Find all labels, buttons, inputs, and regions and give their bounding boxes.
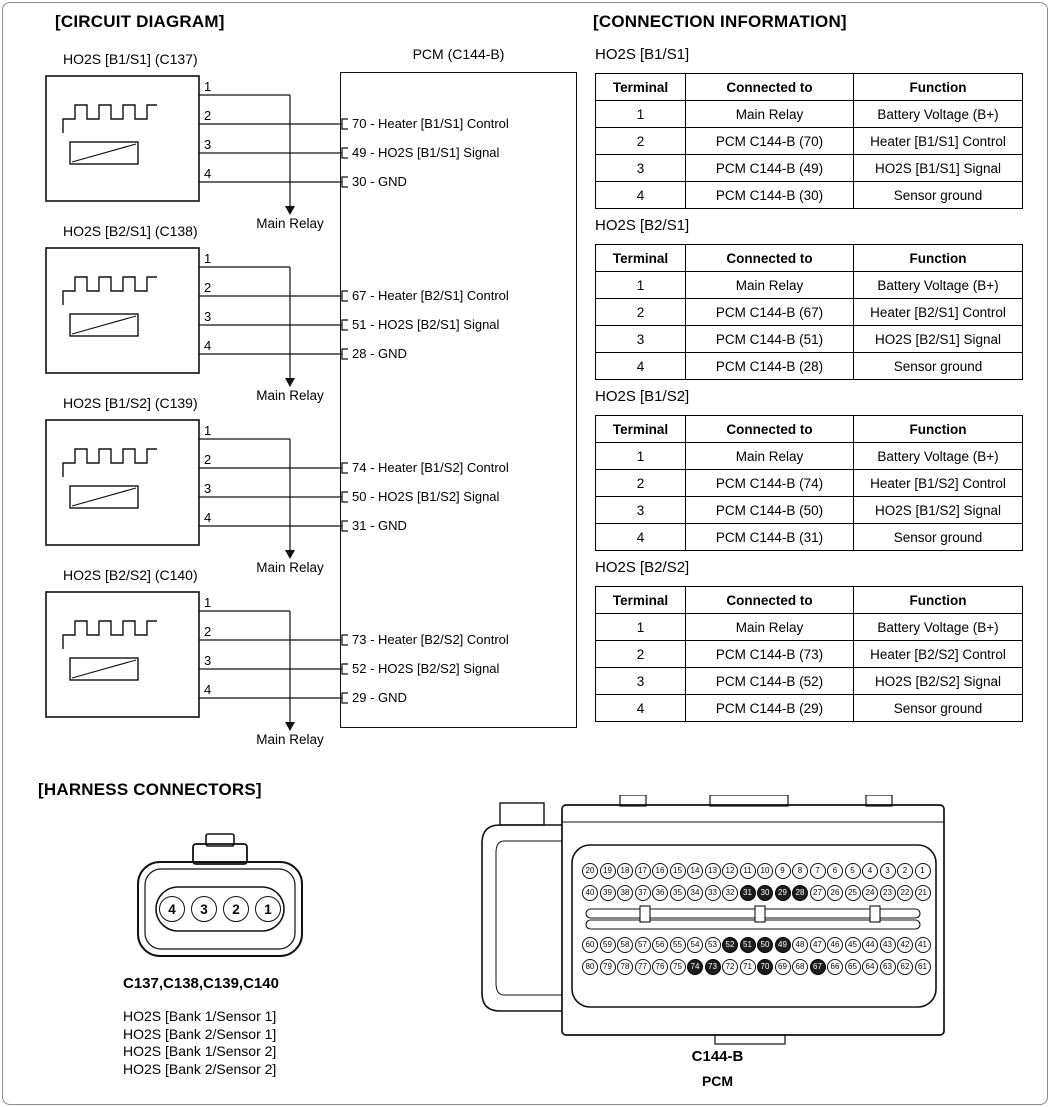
column-header: Connected to bbox=[686, 74, 854, 101]
terminal-cell: 2 bbox=[596, 641, 686, 668]
pcm-pin: 29 bbox=[775, 885, 791, 901]
pcm-pin: 64 bbox=[862, 959, 878, 975]
function-cell: Heater [B1/S2] Control bbox=[854, 470, 1023, 497]
pcm-wire-label: 28 - GND bbox=[352, 346, 407, 361]
pcm-pin: 75 bbox=[670, 959, 686, 975]
pcm-wire-label: 50 - HO2S [B1/S2] Signal bbox=[352, 489, 500, 504]
pcm-pin: 65 bbox=[845, 959, 861, 975]
pcm-connector-art bbox=[470, 795, 965, 1045]
sensor-connector-title: HO2S [B1/S2] (C139) bbox=[63, 395, 198, 411]
terminal-number: 2 bbox=[204, 108, 212, 123]
terminal-number: 1 bbox=[204, 79, 212, 94]
sensor-pin-row bbox=[159, 896, 281, 922]
pcm-pin: 50 bbox=[757, 937, 773, 953]
table-row bbox=[596, 128, 1023, 155]
pcm-pin: 28 bbox=[792, 885, 808, 901]
function-cell: Sensor ground bbox=[854, 353, 1023, 380]
pcm-pin: 57 bbox=[635, 937, 651, 953]
pcm-pin: 55 bbox=[670, 937, 686, 953]
connected-to-cell: PCM C144-B (67) bbox=[686, 299, 854, 326]
pcm-pin: 11 bbox=[740, 863, 756, 879]
terminal-cell: 1 bbox=[596, 101, 686, 128]
sensor-description-line: HO2S [Bank 2/Sensor 2] bbox=[123, 1060, 277, 1077]
connection-table-title: HO2S [B1/S2] bbox=[595, 388, 690, 405]
pcm-pin: 44 bbox=[862, 937, 878, 953]
pcm-connector-sublabel: PCM bbox=[701, 1073, 734, 1089]
pcm-pin: 24 bbox=[862, 885, 878, 901]
terminal-cell: 4 bbox=[596, 695, 686, 722]
pcm-pin: 54 bbox=[687, 937, 703, 953]
pcm-pin: 18 bbox=[617, 863, 633, 879]
terminal-cell: 2 bbox=[596, 128, 686, 155]
terminal-number: 3 bbox=[204, 137, 212, 152]
pcm-pin: 10 bbox=[757, 863, 773, 879]
table-row bbox=[596, 182, 1023, 209]
pcm-pin: 77 bbox=[635, 959, 651, 975]
terminal-cell: 3 bbox=[596, 668, 686, 695]
column-header: Function bbox=[854, 416, 1023, 443]
connected-to-cell: PCM C144-B (28) bbox=[686, 353, 854, 380]
connection-table-b2s2 bbox=[595, 586, 1023, 722]
column-header: Function bbox=[854, 587, 1023, 614]
pcm-wire-label: 73 - Heater [B2/S2] Control bbox=[352, 632, 509, 647]
connected-to-cell: PCM C144-B (49) bbox=[686, 155, 854, 182]
pcm-pin: 52 bbox=[722, 937, 738, 953]
terminal-number: 4 bbox=[204, 682, 212, 697]
function-cell: Battery Voltage (B+) bbox=[854, 272, 1023, 299]
pcm-pin: 70 bbox=[757, 959, 773, 975]
pcm-pin: 5 bbox=[845, 863, 861, 879]
pcm-pin: 13 bbox=[705, 863, 721, 879]
pcm-pin: 9 bbox=[775, 863, 791, 879]
pcm-pin: 15 bbox=[670, 863, 686, 879]
terminal-number: 1 bbox=[204, 251, 212, 266]
terminal-number: 4 bbox=[204, 338, 212, 353]
column-header: Connected to bbox=[686, 416, 854, 443]
table-header-row bbox=[596, 587, 1023, 614]
pcm-pin: 38 bbox=[617, 885, 633, 901]
pcm-pin: 22 bbox=[897, 885, 913, 901]
sensor-connector-descriptions bbox=[123, 1008, 276, 1078]
pcm-pin: 61 bbox=[915, 959, 931, 975]
pcm-pin: 73 bbox=[705, 959, 721, 975]
pcm-box bbox=[340, 72, 577, 728]
pcm-pin: 72 bbox=[722, 959, 738, 975]
sensor-connector-title: HO2S [B2/S2] (C140) bbox=[63, 567, 198, 583]
pcm-pin: 48 bbox=[792, 937, 808, 953]
terminal-cell: 2 bbox=[596, 299, 686, 326]
pcm-pin-row-2 bbox=[582, 885, 931, 901]
pcm-pin: 4 bbox=[862, 863, 878, 879]
pcm-pin: 42 bbox=[897, 937, 913, 953]
terminal-number: 4 bbox=[204, 166, 212, 181]
pcm-box-label: PCM (C144-B) bbox=[412, 46, 505, 62]
pcm-pin: 23 bbox=[880, 885, 896, 901]
pcm-pin: 59 bbox=[600, 937, 616, 953]
sensor-connector-label: C137,C138,C139,C140 bbox=[123, 975, 279, 992]
pcm-pin: 16 bbox=[652, 863, 668, 879]
pcm-pin: 21 bbox=[915, 885, 931, 901]
function-cell: HO2S [B1/S2] Signal bbox=[854, 497, 1023, 524]
pcm-pin: 25 bbox=[845, 885, 861, 901]
terminal-number: 2 bbox=[204, 624, 212, 639]
terminal-cell: 1 bbox=[596, 272, 686, 299]
connection-table-b1s2 bbox=[595, 415, 1023, 551]
terminal-cell: 4 bbox=[596, 524, 686, 551]
pcm-pin: 8 bbox=[792, 863, 808, 879]
pcm-pin: 26 bbox=[827, 885, 843, 901]
connection-table-b1s1 bbox=[595, 73, 1023, 209]
pcm-pin: 30 bbox=[757, 885, 773, 901]
pcm-pin: 71 bbox=[740, 959, 756, 975]
pcm-pin: 63 bbox=[880, 959, 896, 975]
pcm-pin: 79 bbox=[600, 959, 616, 975]
pcm-pin: 58 bbox=[617, 937, 633, 953]
pcm-pin: 76 bbox=[652, 959, 668, 975]
sensor-connector-title: HO2S [B2/S1] (C138) bbox=[63, 223, 198, 239]
terminal-number: 1 bbox=[204, 423, 212, 438]
pcm-pin: 32 bbox=[722, 885, 738, 901]
pcm-pin: 45 bbox=[845, 937, 861, 953]
column-header: Terminal bbox=[596, 587, 686, 614]
pcm-pin: 3 bbox=[880, 863, 896, 879]
terminal-number: 3 bbox=[204, 653, 212, 668]
terminal-cell: 3 bbox=[596, 155, 686, 182]
pcm-pin: 60 bbox=[582, 937, 598, 953]
connection-table-title: HO2S [B1/S1] bbox=[595, 46, 690, 63]
connection-table-b2s1 bbox=[595, 244, 1023, 380]
pcm-pin: 27 bbox=[810, 885, 826, 901]
pcm-pin: 43 bbox=[880, 937, 896, 953]
table-row bbox=[596, 272, 1023, 299]
column-header: Function bbox=[854, 74, 1023, 101]
function-cell: Heater [B1/S1] Control bbox=[854, 128, 1023, 155]
pcm-wire-label: 67 - Heater [B2/S1] Control bbox=[352, 288, 509, 303]
function-cell: Sensor ground bbox=[854, 524, 1023, 551]
table-row bbox=[596, 326, 1023, 353]
pcm-pin: 14 bbox=[687, 863, 703, 879]
pcm-connector-label: C144-B bbox=[691, 1048, 744, 1065]
pcm-pin: 62 bbox=[897, 959, 913, 975]
main-relay-label: Main Relay bbox=[256, 388, 324, 403]
pcm-pin: 33 bbox=[705, 885, 721, 901]
pcm-wire-label: 30 - GND bbox=[352, 174, 407, 189]
function-cell: HO2S [B2/S2] Signal bbox=[854, 668, 1023, 695]
pcm-pin-row-1 bbox=[582, 863, 931, 879]
table-row bbox=[596, 470, 1023, 497]
pcm-pin: 12 bbox=[722, 863, 738, 879]
sensor-description-line: HO2S [Bank 2/Sensor 1] bbox=[123, 1025, 277, 1042]
terminal-cell: 4 bbox=[596, 182, 686, 209]
pcm-pin: 68 bbox=[792, 959, 808, 975]
connected-to-cell: Main Relay bbox=[686, 614, 854, 641]
function-cell: Sensor ground bbox=[854, 182, 1023, 209]
connected-to-cell: Main Relay bbox=[686, 101, 854, 128]
connected-to-cell: PCM C144-B (51) bbox=[686, 326, 854, 353]
pcm-pin: 49 bbox=[775, 937, 791, 953]
harness-connectors-section-title: [HARNESS CONNECTORS] bbox=[38, 780, 262, 799]
column-header: Terminal bbox=[596, 74, 686, 101]
function-cell: HO2S [B2/S1] Signal bbox=[854, 326, 1023, 353]
connected-to-cell: Main Relay bbox=[686, 272, 854, 299]
terminal-cell: 3 bbox=[596, 497, 686, 524]
connected-to-cell: PCM C144-B (50) bbox=[686, 497, 854, 524]
pcm-wire-label: 74 - Heater [B1/S2] Control bbox=[352, 460, 509, 475]
table-row bbox=[596, 695, 1023, 722]
connected-to-cell: PCM C144-B (31) bbox=[686, 524, 854, 551]
pcm-pin: 66 bbox=[827, 959, 843, 975]
pcm-wire-label: 51 - HO2S [B2/S1] Signal bbox=[352, 317, 500, 332]
terminal-cell: 4 bbox=[596, 353, 686, 380]
terminal-number: 2 bbox=[204, 452, 212, 467]
pcm-pin: 40 bbox=[582, 885, 598, 901]
function-cell: Sensor ground bbox=[854, 695, 1023, 722]
pcm-wire-label: 70 - Heater [B1/S1] Control bbox=[352, 116, 509, 131]
pcm-pin: 56 bbox=[652, 937, 668, 953]
table-row bbox=[596, 497, 1023, 524]
connected-to-cell: PCM C144-B (74) bbox=[686, 470, 854, 497]
pcm-pin: 2 bbox=[897, 863, 913, 879]
sensor-description-line: HO2S [Bank 1/Sensor 2] bbox=[123, 1043, 277, 1059]
function-cell: Battery Voltage (B+) bbox=[854, 614, 1023, 641]
terminal-number: 3 bbox=[204, 481, 212, 496]
pcm-pin: 78 bbox=[617, 959, 633, 975]
sensor-pin: 4 bbox=[159, 896, 185, 922]
column-header: Function bbox=[854, 245, 1023, 272]
terminal-number: 2 bbox=[204, 280, 212, 295]
sensor-pin: 1 bbox=[255, 896, 281, 922]
pcm-pin: 31 bbox=[740, 885, 756, 901]
terminal-cell: 1 bbox=[596, 614, 686, 641]
table-header-row bbox=[596, 416, 1023, 443]
main-relay-label: Main Relay bbox=[256, 732, 324, 747]
pcm-pin: 35 bbox=[670, 885, 686, 901]
table-row bbox=[596, 101, 1023, 128]
terminal-cell: 2 bbox=[596, 470, 686, 497]
table-row bbox=[596, 353, 1023, 380]
table-row bbox=[596, 443, 1023, 470]
table-row bbox=[596, 299, 1023, 326]
terminal-cell: 1 bbox=[596, 443, 686, 470]
pcm-wire-label: 52 - HO2S [B2/S2] Signal bbox=[352, 661, 500, 676]
pcm-pin: 53 bbox=[705, 937, 721, 953]
pcm-pin: 20 bbox=[582, 863, 598, 879]
column-header: Terminal bbox=[596, 416, 686, 443]
connection-table-title: HO2S [B2/S1] bbox=[595, 217, 690, 234]
table-header-row bbox=[596, 245, 1023, 272]
function-cell: HO2S [B1/S1] Signal bbox=[854, 155, 1023, 182]
pcm-pin: 47 bbox=[810, 937, 826, 953]
pcm-pin: 37 bbox=[635, 885, 651, 901]
pcm-pin: 19 bbox=[600, 863, 616, 879]
function-cell: Heater [B2/S1] Control bbox=[854, 299, 1023, 326]
table-header-row bbox=[596, 74, 1023, 101]
sensor-pin: 3 bbox=[191, 896, 217, 922]
terminal-number: 3 bbox=[204, 309, 212, 324]
function-cell: Battery Voltage (B+) bbox=[854, 443, 1023, 470]
pcm-wire-label: 31 - GND bbox=[352, 518, 407, 533]
pcm-pin: 69 bbox=[775, 959, 791, 975]
connection-table-title: HO2S [B2/S2] bbox=[595, 559, 690, 576]
pcm-pin: 7 bbox=[810, 863, 826, 879]
terminal-number: 1 bbox=[204, 595, 212, 610]
pcm-pin: 67 bbox=[810, 959, 826, 975]
sensor-description-line: HO2S [Bank 1/Sensor 1] bbox=[123, 1008, 277, 1024]
pcm-pin: 1 bbox=[915, 863, 931, 879]
pcm-pin-row-3 bbox=[582, 937, 931, 953]
pcm-pin: 34 bbox=[687, 885, 703, 901]
pcm-pin: 17 bbox=[635, 863, 651, 879]
column-header: Connected to bbox=[686, 245, 854, 272]
sensor-pin: 2 bbox=[223, 896, 249, 922]
pcm-pin: 74 bbox=[687, 959, 703, 975]
table-row bbox=[596, 524, 1023, 551]
pcm-pin: 39 bbox=[600, 885, 616, 901]
terminal-cell: 3 bbox=[596, 326, 686, 353]
function-cell: Heater [B2/S2] Control bbox=[854, 641, 1023, 668]
main-relay-label: Main Relay bbox=[256, 216, 324, 231]
connected-to-cell: Main Relay bbox=[686, 443, 854, 470]
pcm-pin-row-4 bbox=[582, 959, 931, 975]
main-relay-label: Main Relay bbox=[256, 560, 324, 575]
pcm-pin: 41 bbox=[915, 937, 931, 953]
terminal-number: 4 bbox=[204, 510, 212, 525]
pcm-wire-label: 29 - GND bbox=[352, 690, 407, 705]
sensor-connector-title: HO2S [B1/S1] (C137) bbox=[63, 51, 198, 67]
pcm-pin: 80 bbox=[582, 959, 598, 975]
pcm-wire-label: 49 - HO2S [B1/S1] Signal bbox=[352, 145, 500, 160]
table-row bbox=[596, 668, 1023, 695]
table-row bbox=[596, 641, 1023, 668]
function-cell: Battery Voltage (B+) bbox=[854, 101, 1023, 128]
table-row bbox=[596, 155, 1023, 182]
connected-to-cell: PCM C144-B (52) bbox=[686, 668, 854, 695]
table-row bbox=[596, 614, 1023, 641]
pcm-pin: 46 bbox=[827, 937, 843, 953]
pcm-pin: 51 bbox=[740, 937, 756, 953]
column-header: Terminal bbox=[596, 245, 686, 272]
circuit-diagram-section-title: [CIRCUIT DIAGRAM] bbox=[55, 12, 225, 31]
column-header: Connected to bbox=[686, 587, 854, 614]
connected-to-cell: PCM C144-B (70) bbox=[686, 128, 854, 155]
connected-to-cell: PCM C144-B (30) bbox=[686, 182, 854, 209]
connection-information-section-title: [CONNECTION INFORMATION] bbox=[593, 12, 847, 31]
pcm-pin: 6 bbox=[827, 863, 843, 879]
connected-to-cell: PCM C144-B (29) bbox=[686, 695, 854, 722]
connected-to-cell: PCM C144-B (73) bbox=[686, 641, 854, 668]
pcm-pin: 36 bbox=[652, 885, 668, 901]
